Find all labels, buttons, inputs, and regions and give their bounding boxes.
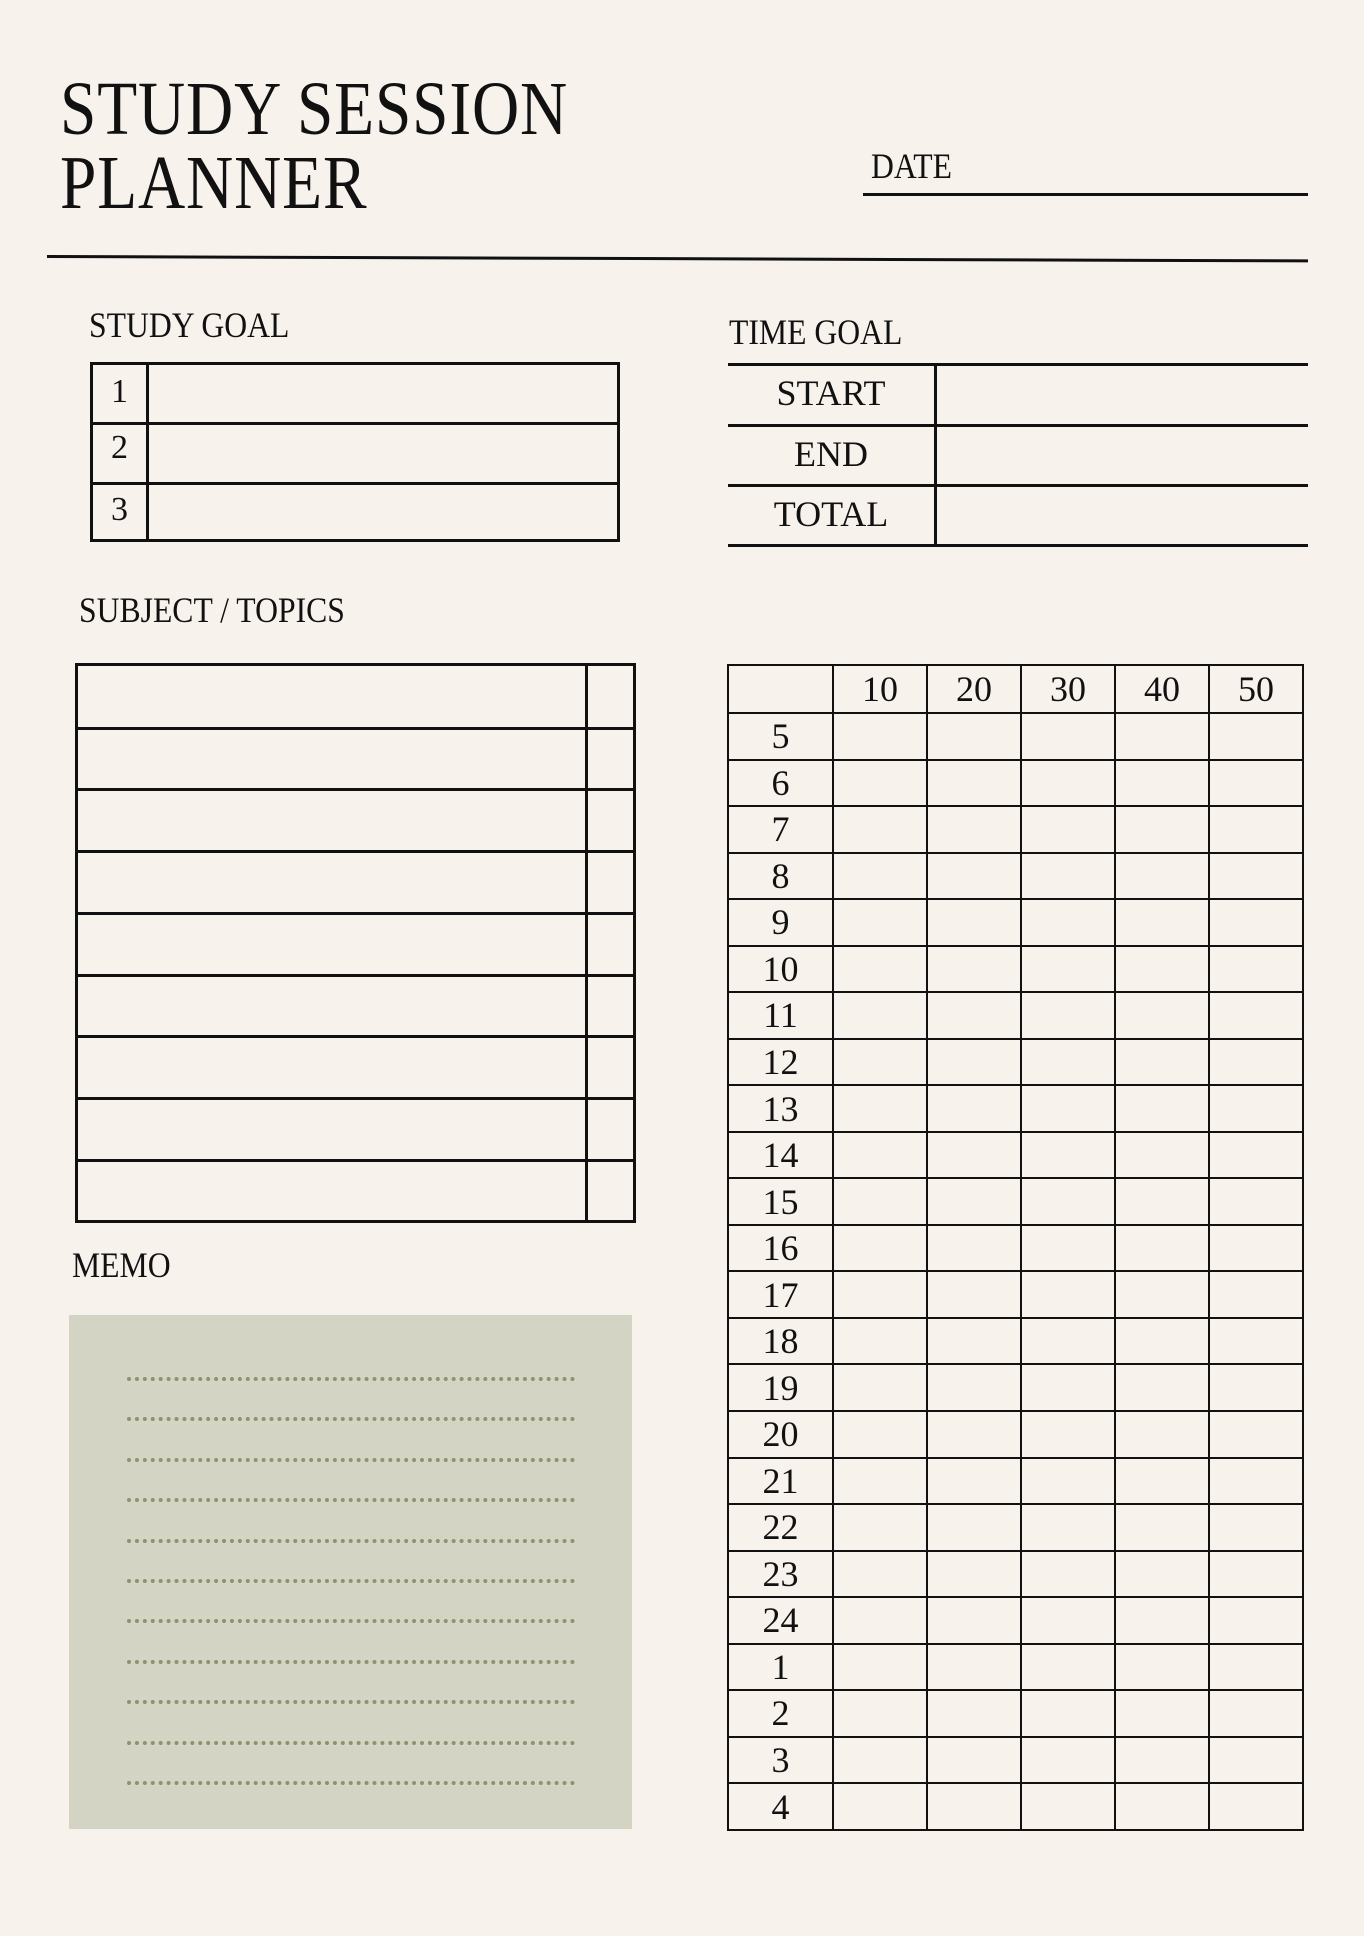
- time-cell[interactable]: [833, 946, 927, 993]
- time-cell[interactable]: [1209, 1085, 1303, 1132]
- time-cell[interactable]: [1209, 946, 1303, 993]
- time-cell[interactable]: [833, 760, 927, 807]
- time-cell[interactable]: [1021, 1085, 1115, 1132]
- total-label: TOTAL: [773, 494, 889, 534]
- topic-checkbox[interactable]: [590, 791, 632, 848]
- hour-label: 24: [728, 1597, 833, 1644]
- time-cell[interactable]: [1021, 1132, 1115, 1179]
- hour-row: [728, 806, 1303, 853]
- topic-checkbox[interactable]: [590, 1100, 632, 1157]
- time-cell[interactable]: [833, 1039, 927, 1086]
- time-cell[interactable]: [1021, 1737, 1115, 1784]
- memo-dotted-line: [127, 1741, 575, 1745]
- hour-label: 20: [728, 1411, 833, 1458]
- memo-dotted-line: [127, 1458, 575, 1462]
- time-cell[interactable]: [927, 1458, 1021, 1505]
- time-cell[interactable]: [1115, 806, 1209, 853]
- time-cell[interactable]: [833, 1458, 927, 1505]
- time-cell[interactable]: [1021, 1551, 1115, 1598]
- hour-label: 4: [728, 1783, 833, 1830]
- hour-label: 16: [728, 1225, 833, 1272]
- row-divider: [728, 544, 1308, 547]
- checkbox-column-divider: [585, 666, 588, 1220]
- hour-label: 1: [728, 1644, 833, 1691]
- time-cell[interactable]: [1209, 899, 1303, 946]
- end-input[interactable]: [940, 428, 1308, 483]
- time-cell[interactable]: [1115, 713, 1209, 760]
- time-cell[interactable]: [833, 853, 927, 900]
- time-cell[interactable]: [1115, 1504, 1209, 1551]
- hour-row: [728, 1504, 1303, 1551]
- time-cell[interactable]: [927, 1690, 1021, 1737]
- time-cell[interactable]: [1115, 1039, 1209, 1086]
- time-cell[interactable]: [1209, 1690, 1303, 1737]
- date-field-line[interactable]: [863, 193, 1308, 196]
- time-cell[interactable]: [1209, 1039, 1303, 1086]
- time-goal-table: [728, 363, 1308, 547]
- hour-row: [728, 853, 1303, 900]
- time-cell[interactable]: [1209, 992, 1303, 1039]
- time-cell[interactable]: [1115, 1458, 1209, 1505]
- hour-row: [728, 1271, 1303, 1318]
- hour-label: 18: [728, 1318, 833, 1365]
- goal-number: 2: [111, 429, 128, 466]
- hour-row: [728, 992, 1303, 1039]
- time-cell[interactable]: [1021, 1783, 1115, 1830]
- time-cell[interactable]: [1021, 1411, 1115, 1458]
- study-goal-label: STUDY GOAL: [89, 305, 290, 345]
- time-cell[interactable]: [927, 1551, 1021, 1598]
- time-cell[interactable]: [1021, 1504, 1115, 1551]
- topic-input[interactable]: [78, 730, 583, 787]
- hour-label: 13: [728, 1085, 833, 1132]
- time-cell[interactable]: [1209, 853, 1303, 900]
- hour-label: 21: [728, 1458, 833, 1505]
- topic-checkbox[interactable]: [590, 730, 632, 787]
- time-cell[interactable]: [833, 1318, 927, 1365]
- hour-row: [728, 1690, 1303, 1737]
- time-cell[interactable]: [833, 1551, 927, 1598]
- time-cell[interactable]: [927, 899, 1021, 946]
- minute-column-header: 50: [1209, 665, 1303, 713]
- time-cell[interactable]: [1115, 1318, 1209, 1365]
- topic-checkbox[interactable]: [590, 977, 632, 1034]
- time-goal-divider: [934, 363, 937, 547]
- hour-row: [728, 1225, 1303, 1272]
- topic-input[interactable]: [78, 1100, 583, 1157]
- time-cell[interactable]: [927, 1504, 1021, 1551]
- time-cell[interactable]: [1209, 1783, 1303, 1830]
- hour-label: 22: [728, 1504, 833, 1551]
- memo-dotted-line: [127, 1579, 575, 1583]
- minute-column-header: 20: [927, 665, 1021, 713]
- time-cell[interactable]: [927, 1271, 1021, 1318]
- time-cell[interactable]: [1021, 992, 1115, 1039]
- time-cell[interactable]: [927, 853, 1021, 900]
- hour-label: 10: [728, 946, 833, 993]
- hour-row: [728, 713, 1303, 760]
- title-line-1: STUDY SESSION: [60, 67, 569, 151]
- topic-input[interactable]: [78, 853, 583, 910]
- hour-row: [728, 1551, 1303, 1598]
- hour-row: [728, 1318, 1303, 1365]
- goal-input-1[interactable]: [151, 365, 613, 420]
- memo-dotted-line: [127, 1619, 575, 1623]
- time-cell[interactable]: [1021, 1690, 1115, 1737]
- time-cell[interactable]: [1209, 1178, 1303, 1225]
- hour-row: [728, 946, 1303, 993]
- hour-label: 9: [728, 899, 833, 946]
- time-cell[interactable]: [1115, 853, 1209, 900]
- hour-row: [728, 1458, 1303, 1505]
- time-cell[interactable]: [927, 1411, 1021, 1458]
- time-goal-label: TIME GOAL: [729, 312, 903, 352]
- time-cell[interactable]: [927, 806, 1021, 853]
- time-cell[interactable]: [1209, 1644, 1303, 1691]
- hour-row: [728, 1597, 1303, 1644]
- time-cell[interactable]: [833, 899, 927, 946]
- memo-label: MEMO: [72, 1245, 171, 1285]
- time-cell[interactable]: [833, 1364, 927, 1411]
- date-label: DATE: [871, 146, 952, 186]
- page-title: [60, 67, 569, 225]
- time-cell[interactable]: [1209, 806, 1303, 853]
- hour-row: [728, 1178, 1303, 1225]
- hour-label: 17: [728, 1271, 833, 1318]
- hour-label: 3: [728, 1737, 833, 1784]
- hour-label: 2: [728, 1690, 833, 1737]
- time-cell[interactable]: [1209, 1551, 1303, 1598]
- end-label: END: [794, 434, 868, 474]
- time-cell[interactable]: [1021, 1364, 1115, 1411]
- time-cell[interactable]: [927, 1178, 1021, 1225]
- memo-dotted-line: [127, 1700, 575, 1704]
- time-cell[interactable]: [1209, 713, 1303, 760]
- time-cell[interactable]: [927, 1597, 1021, 1644]
- time-cell[interactable]: [927, 713, 1021, 760]
- study-goal-table: [90, 362, 620, 542]
- time-cell[interactable]: [1115, 1737, 1209, 1784]
- row-divider: [728, 363, 1308, 366]
- time-cell[interactable]: [833, 1597, 927, 1644]
- hour-label: 14: [728, 1132, 833, 1179]
- time-cell[interactable]: [1021, 1644, 1115, 1691]
- grid-corner: [728, 665, 833, 713]
- time-cell[interactable]: [1115, 1551, 1209, 1598]
- time-cell[interactable]: [1115, 946, 1209, 993]
- hour-row: [728, 1039, 1303, 1086]
- time-cell[interactable]: [833, 713, 927, 760]
- topic-input[interactable]: [78, 977, 583, 1034]
- time-cell[interactable]: [1115, 899, 1209, 946]
- time-cell[interactable]: [833, 1737, 927, 1784]
- hour-label: 15: [728, 1178, 833, 1225]
- minute-column-header: 10: [833, 665, 927, 713]
- topic-checkbox[interactable]: [590, 668, 632, 725]
- time-cell[interactable]: [927, 1318, 1021, 1365]
- time-cell[interactable]: [1115, 1271, 1209, 1318]
- time-cell[interactable]: [1021, 946, 1115, 993]
- memo-dotted-line: [127, 1377, 575, 1381]
- time-cell[interactable]: [1209, 1458, 1303, 1505]
- time-cell[interactable]: [1021, 1039, 1115, 1086]
- time-cell[interactable]: [1209, 760, 1303, 807]
- time-cell[interactable]: [1115, 1690, 1209, 1737]
- time-cell[interactable]: [833, 1690, 927, 1737]
- memo-dotted-line: [127, 1498, 575, 1502]
- time-cell[interactable]: [833, 1085, 927, 1132]
- time-cell[interactable]: [927, 1085, 1021, 1132]
- hour-label: 19: [728, 1364, 833, 1411]
- goal-number: 1: [111, 373, 128, 410]
- topic-checkbox[interactable]: [590, 1038, 632, 1095]
- hour-label: 8: [728, 853, 833, 900]
- row-divider: [728, 424, 1308, 427]
- time-cell[interactable]: [927, 1644, 1021, 1691]
- time-cell[interactable]: [1115, 1597, 1209, 1644]
- goal-input-2[interactable]: [151, 425, 613, 480]
- time-cell[interactable]: [1021, 760, 1115, 807]
- time-cell[interactable]: [1209, 1225, 1303, 1272]
- hour-label: 11: [728, 992, 833, 1039]
- header-divider: [47, 255, 1308, 262]
- minute-column-header: 30: [1021, 665, 1115, 713]
- time-cell[interactable]: [1021, 1178, 1115, 1225]
- time-cell[interactable]: [1209, 1504, 1303, 1551]
- time-cell[interactable]: [1021, 1318, 1115, 1365]
- minute-column-header: 40: [1115, 665, 1209, 713]
- topic-checkbox[interactable]: [590, 915, 632, 972]
- time-cell[interactable]: [1021, 1458, 1115, 1505]
- time-cell[interactable]: [927, 946, 1021, 993]
- time-cell[interactable]: [1115, 992, 1209, 1039]
- time-cell[interactable]: [1115, 1644, 1209, 1691]
- hour-label: 6: [728, 760, 833, 807]
- time-cell[interactable]: [927, 1737, 1021, 1784]
- time-cell[interactable]: [833, 806, 927, 853]
- hour-row: [728, 1411, 1303, 1458]
- memo-box[interactable]: [69, 1315, 632, 1829]
- total-input[interactable]: [940, 488, 1308, 543]
- time-cell[interactable]: [833, 1504, 927, 1551]
- time-cell[interactable]: [1021, 806, 1115, 853]
- time-cell[interactable]: [1021, 1597, 1115, 1644]
- memo-dotted-line: [127, 1781, 575, 1785]
- time-cell[interactable]: [1115, 1132, 1209, 1179]
- time-cell[interactable]: [927, 1364, 1021, 1411]
- time-cell[interactable]: [1115, 1783, 1209, 1830]
- topic-input[interactable]: [78, 1162, 583, 1219]
- time-cell[interactable]: [1209, 1318, 1303, 1365]
- memo-dotted-line: [127, 1417, 575, 1421]
- time-cell[interactable]: [927, 1783, 1021, 1830]
- topic-checkbox[interactable]: [590, 853, 632, 910]
- subject-topics-label: SUBJECT / TOPICS: [79, 590, 345, 630]
- time-cell[interactable]: [833, 992, 927, 1039]
- time-cell[interactable]: [927, 1039, 1021, 1086]
- time-cell[interactable]: [1115, 1364, 1209, 1411]
- hour-row: [728, 1644, 1303, 1691]
- hour-label: 12: [728, 1039, 833, 1086]
- start-label: START: [776, 373, 886, 413]
- time-cell[interactable]: [927, 992, 1021, 1039]
- time-cell[interactable]: [1115, 1178, 1209, 1225]
- time-cell[interactable]: [1209, 1737, 1303, 1784]
- time-cell[interactable]: [1021, 899, 1115, 946]
- time-cell[interactable]: [833, 1178, 927, 1225]
- time-cell[interactable]: [833, 1783, 927, 1830]
- topic-checkbox[interactable]: [590, 1162, 632, 1219]
- topic-input[interactable]: [78, 1038, 583, 1095]
- hour-row: [728, 1737, 1303, 1784]
- goal-number: 3: [111, 491, 128, 528]
- time-cell[interactable]: [927, 760, 1021, 807]
- hour-label: 7: [728, 806, 833, 853]
- time-cell[interactable]: [1115, 1085, 1209, 1132]
- hour-row: [728, 899, 1303, 946]
- time-tracker-grid: [727, 664, 1304, 1831]
- time-cell[interactable]: [833, 1411, 927, 1458]
- time-cell[interactable]: [833, 1644, 927, 1691]
- time-cell[interactable]: [1115, 760, 1209, 807]
- time-cell[interactable]: [1209, 1411, 1303, 1458]
- time-cell[interactable]: [1209, 1271, 1303, 1318]
- topic-input[interactable]: [78, 791, 583, 848]
- time-cell[interactable]: [833, 1271, 927, 1318]
- time-cell[interactable]: [1209, 1132, 1303, 1179]
- time-cell[interactable]: [927, 1132, 1021, 1179]
- study-goal-number-divider: [146, 365, 149, 539]
- topic-input[interactable]: [78, 915, 583, 972]
- hour-row: [728, 1364, 1303, 1411]
- subject-topics-table: [75, 663, 636, 1223]
- hour-label: 23: [728, 1551, 833, 1598]
- topic-input[interactable]: [78, 668, 583, 725]
- hour-row: [728, 1783, 1303, 1830]
- time-cell[interactable]: [1115, 1411, 1209, 1458]
- time-cell[interactable]: [1021, 1225, 1115, 1272]
- time-cell[interactable]: [833, 1132, 927, 1179]
- time-cell[interactable]: [833, 1225, 927, 1272]
- time-cell[interactable]: [1021, 713, 1115, 760]
- time-cell[interactable]: [1021, 1271, 1115, 1318]
- time-cell[interactable]: [1021, 853, 1115, 900]
- hour-row: [728, 1132, 1303, 1179]
- start-input[interactable]: [940, 367, 1308, 422]
- time-cell[interactable]: [1209, 1364, 1303, 1411]
- hour-row: [728, 760, 1303, 807]
- title-line-2: PLANNER: [60, 141, 368, 225]
- hour-label: 5: [728, 713, 833, 760]
- row-divider: [728, 484, 1308, 487]
- goal-input-3[interactable]: [151, 485, 613, 537]
- time-cell[interactable]: [927, 1225, 1021, 1272]
- time-cell[interactable]: [1115, 1225, 1209, 1272]
- hour-row: [728, 1085, 1303, 1132]
- memo-dotted-line: [127, 1539, 575, 1543]
- memo-dotted-line: [127, 1660, 575, 1664]
- time-cell[interactable]: [1209, 1597, 1303, 1644]
